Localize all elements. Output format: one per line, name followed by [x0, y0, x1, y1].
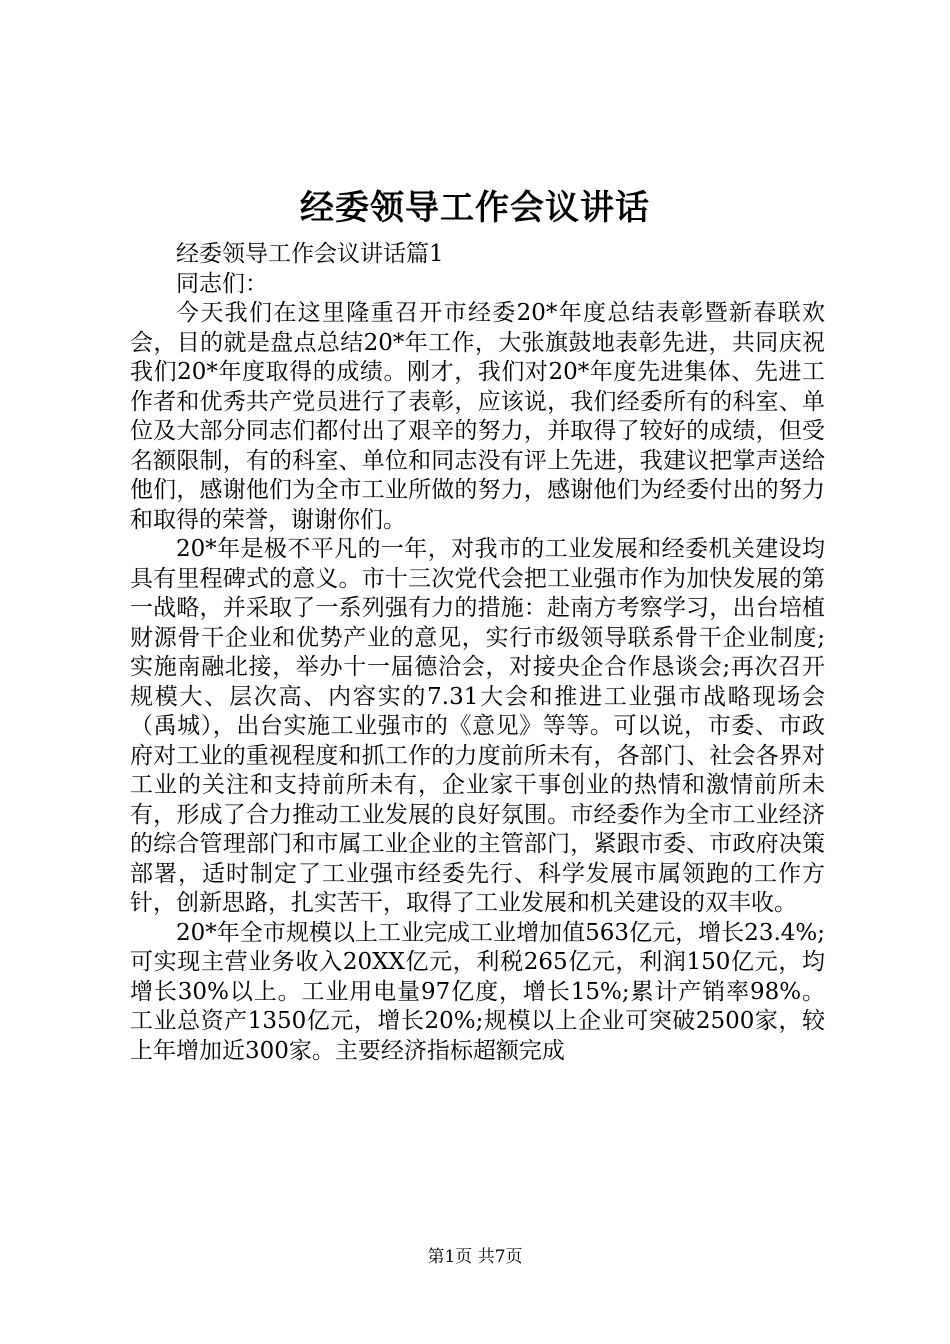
document-title: 经委领导工作会议讲话: [300, 188, 650, 228]
paragraph-2: 20*年是极不平凡的一年，对我市的工业发展和经委机关建设均具有里程碑式的意义。市十三次党代会把工业强市作为加快发展的第一战略，并采取了一系列强有力的措施：赴南方考察学习，出台培植财源骨干企业和优势产业的意见，实行市级领导联系骨干企业制度;实施南融北接，举办十一届德洽会，对接央企合作恳谈会;再次召开规模大、层次高、内容实的7.31大会和推进工业强市战略现场会（禹城），出台实施工业强市的《意见》等等。可以说，市委、市政府对工业的重视程度和抓工作的力度前所未有，各部门、社会各界对工业的关注和支持前所未有，企业家干事创业的热情和激情前所未有，形成了合力推动工业发展的良好氛围。市经委作为全市工业经济的综合管理部门和市属工业企业的主管部门，紧跟市委、市政府决策部署，适时制定了工业强市经委先行、科学发展市属领跑的工作方针，创新思路，扎实苦干，取得了工业发展和机关建设的双丰收。: [130, 536, 825, 916]
greeting: 同志们：: [176, 270, 268, 297]
paragraph-3: 20*年全市规模以上工业完成工业增加值563亿元，增长23.4%;可实现主营业务收入20XX亿元，利税265亿元，利润150亿元，均增长30%以上。工业用电量97亿度，增长15%;累计产销率98%。工业总资产1350亿元，增长20%;规模以上企业可突破2500家，较上年增加近300家。主要经济指标超额完成: [130, 919, 825, 1064]
section-heading: 经委领导工作会议讲话篇1: [176, 241, 444, 267]
paragraph-1: 今天我们在这里隆重召开市经委20*年度总结表彰暨新春联欢会，目的就是盘点总结20*年工作，大张旗鼓地表彰先进，共同庆祝我们20*年度取得的成绩。刚才，我们对20*年度先进集体、先进工作者和优秀共产党员进行了表彰，应该说，我们经委所有的科室、单位及大部分同志们都付出了艰辛的努力，并取得了较好的成绩，但受名额限制，有的科室、单位和同志没有评上先进，我建议把掌声送给他们，感谢他们为全市工业所做的努力，感谢他们为经委付出的努力和取得的荣誉，谢谢你们。: [130, 300, 825, 533]
document-body: [130, 240, 825, 1066]
page-footer: 第1页 共7页: [427, 1247, 523, 1267]
